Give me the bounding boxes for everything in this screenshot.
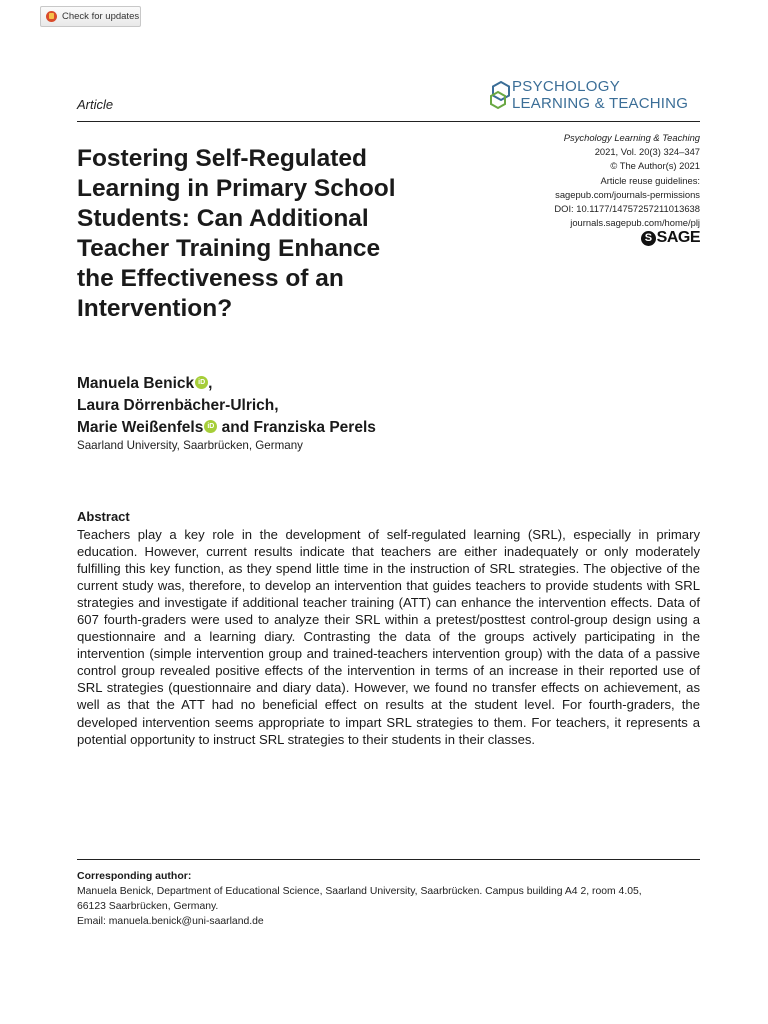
author-line-3 xyxy=(77,417,677,439)
article-type-label: Article xyxy=(77,97,114,112)
author-conjunction: and xyxy=(217,419,254,436)
corresponding-address-cont: 66123 Saarbrücken, Germany. xyxy=(77,900,219,912)
abstract-text: Teachers play a key role in the development of self-regulated learning (SRL), especially in primary education. However, current results indicate that teachers are either inadequately or only moderately fulfilling this key function, as they spend little time in the instruction of SRL strategies. The objective of the current study was, therefore, to develop an intervention that guides teachers to provide students with SRL strategies and investigate if additional teacher training (ATT) can enhance the intervention effects. Data of 607 fourth-graders were used to analyze their SRL within a pretest/posttest control-group design using a questionnaire and a learning diary. Contrasting the data of the groups actively participating in the intervention (simple intervention group and trained-teachers intervention group) with the data of a passive control group revealed positive effects of the intervention in terms of an increase in their reported use of SRL strategies (questionnaire and diary data). However, we found no transfer effects on achievement, as well as that the ATT had no beneficial effect on results at the student level. For fourth-graders, the developed intervention seems appropriate to impart SRL strategies to them. For teachers, it represents a potential opportunity to instruct SRL strategies to their students in their classes. xyxy=(77,527,700,747)
title-line: Intervention? xyxy=(77,295,233,322)
sage-logo-text: SAGE xyxy=(656,229,700,246)
author-line-2 xyxy=(77,395,677,417)
title-line: the Effectiveness of an xyxy=(77,265,344,292)
corresponding-email[interactable]: Email: manuela.benick@uni-saarland.de xyxy=(77,915,264,927)
title-line: Fostering Self-Regulated xyxy=(77,145,367,172)
journal-homepage-link[interactable]: journals.sagepub.com/home/plj xyxy=(570,217,700,229)
author-line-1 xyxy=(77,373,677,395)
orcid-icon[interactable] xyxy=(204,420,217,433)
author-name: Franziska Perels xyxy=(253,419,376,436)
journal-name: Psychology Learning & Teaching xyxy=(563,132,700,143)
abstract-heading: Abstract xyxy=(77,509,130,524)
author-name: Manuela Benick xyxy=(77,375,195,392)
author-name: Marie Weißenfels xyxy=(77,419,204,436)
copyright-notice: © The Author(s) 2021 xyxy=(610,160,700,172)
sage-logo xyxy=(641,229,700,247)
journal-hexagon-icon xyxy=(490,81,512,111)
journal-logo-line2: LEARNING & TEACHING xyxy=(512,95,689,112)
author-separator: , xyxy=(208,375,213,392)
orcid-icon[interactable] xyxy=(195,376,208,389)
reuse-link[interactable]: sagepub.com/journals-permissions xyxy=(555,188,700,200)
title-line: Teacher Training Enhance xyxy=(77,235,381,262)
corresponding-author-heading: Corresponding author: xyxy=(77,870,192,882)
sage-logo-mark: S xyxy=(641,231,656,246)
article-title xyxy=(77,144,497,324)
title-line: Students: Can Additional xyxy=(77,205,369,232)
author-name: Laura Dörrenbächer-Ulrich, xyxy=(77,397,279,414)
header-rule xyxy=(77,121,700,122)
footer-rule xyxy=(77,859,700,860)
reuse-label: Article reuse guidelines: xyxy=(600,174,700,186)
author-list xyxy=(77,373,677,439)
affiliation: Saarland University, Saarbrücken, Germany xyxy=(77,439,303,452)
title-line: Learning in Primary School xyxy=(77,175,396,202)
crossmark-icon xyxy=(46,11,57,22)
journal-volume: 2021, Vol. 20(3) 324–347 xyxy=(594,146,700,158)
corresponding-address: Manuela Benick, Department of Educational Science, Saarland University, Saarbrücken. Campus building A4 2, room 4.05, xyxy=(77,886,642,897)
corresponding-author-details xyxy=(77,885,702,929)
check-for-updates-label: Check for updates xyxy=(62,11,140,22)
doi-link[interactable]: DOI: 10.1177/14757257211013638 xyxy=(554,203,700,215)
journal-logo xyxy=(490,77,702,113)
journal-logo-line1: PSYCHOLOGY xyxy=(512,78,621,95)
check-for-updates-badge[interactable] xyxy=(40,6,141,27)
